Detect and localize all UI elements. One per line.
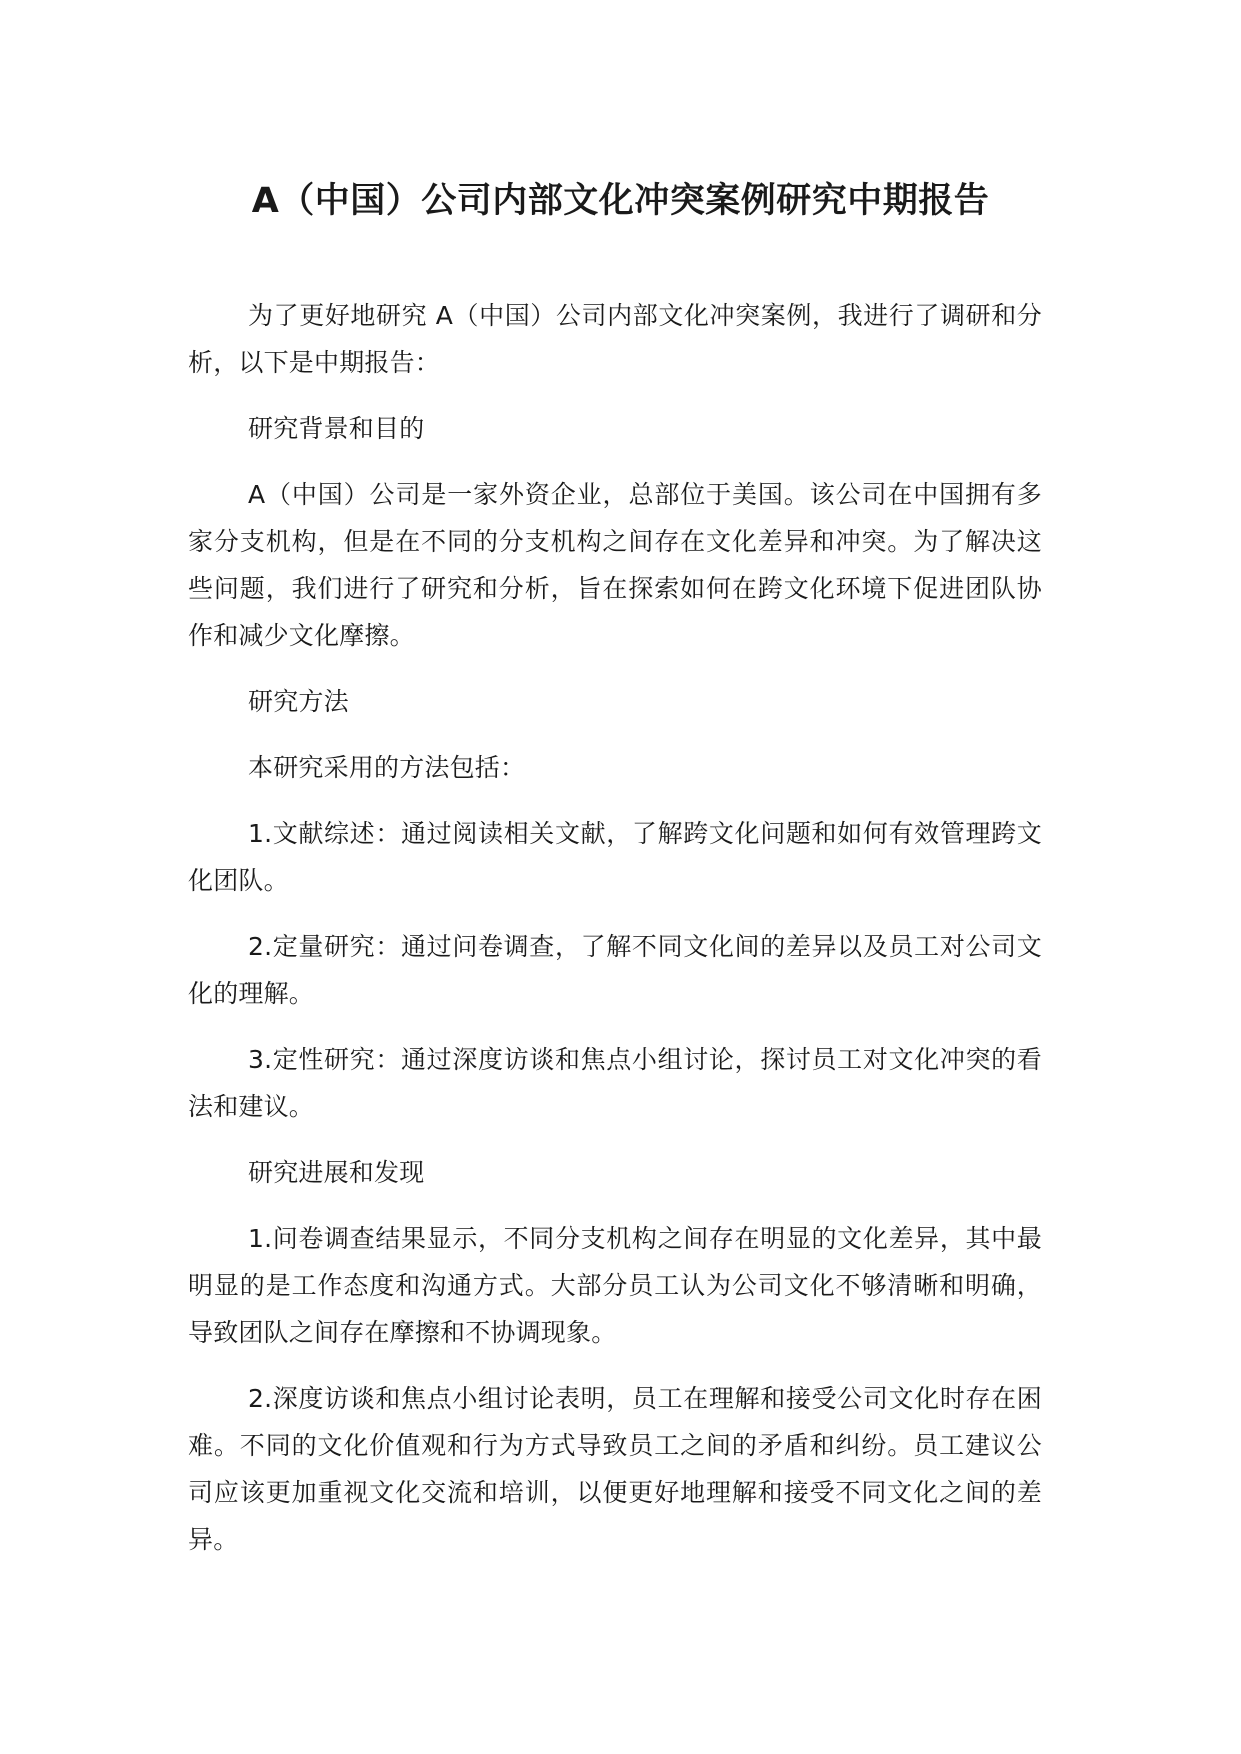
paragraph-background: A（中国）公司是一家外资企业，总部位于美国。该公司在中国拥有多家分支机构，但是在不同的分支机构之间存在文化差异和冲突。为了解决这些问题，我们进行了研究和分析，旨在探索如何在跨文化环境下促进团队协作和减少文化摩擦。: [188, 480, 1042, 650]
document-title: A（中国）公司内部文化冲突案例研究中期报告: [251, 181, 990, 221]
section-heading-findings: 研究进展和发现: [248, 1158, 425, 1187]
document-body: [188, 292, 1042, 1582]
paragraph-method-quantitative: 2.定量研究：通过问卷调查，了解不同文化间的差异以及员工对公司文化的理解。: [188, 932, 1042, 1008]
paragraph-finding-interviews: 2.深度访谈和焦点小组讨论表明，员工在理解和接受公司文化时存在困难。不同的文化价值观和行为方式导致员工之间的矛盾和纠纷。员工建议公司应该更加重视文化交流和培训，以便更好地理解和接受不同文化之间的差异。: [188, 1384, 1042, 1554]
paragraph-method-qualitative: 3.定性研究：通过深度访谈和焦点小组讨论，探讨员工对文化冲突的看法和建议。: [188, 1045, 1042, 1121]
section-heading-methods: 研究方法: [248, 687, 349, 716]
section-heading-background: 研究背景和目的: [248, 414, 425, 443]
paragraph-method-literature: 1.文献综述：通过阅读相关文献，了解跨文化问题和如何有效管理跨文化团队。: [188, 819, 1042, 895]
paragraph-methods-intro: 本研究采用的方法包括：: [248, 753, 526, 782]
paragraph-intro: 为了更好地研究 A（中国）公司内部文化冲突案例，我进行了调研和分析，以下是中期报告：: [188, 301, 1042, 377]
paragraph-finding-survey: 1.问卷调查结果显示，不同分支机构之间存在明显的文化差异，其中最明显的是工作态度和沟通方式。大部分员工认为公司文化不够清晰和明确，导致团队之间存在摩擦和不协调现象。: [188, 1224, 1042, 1347]
